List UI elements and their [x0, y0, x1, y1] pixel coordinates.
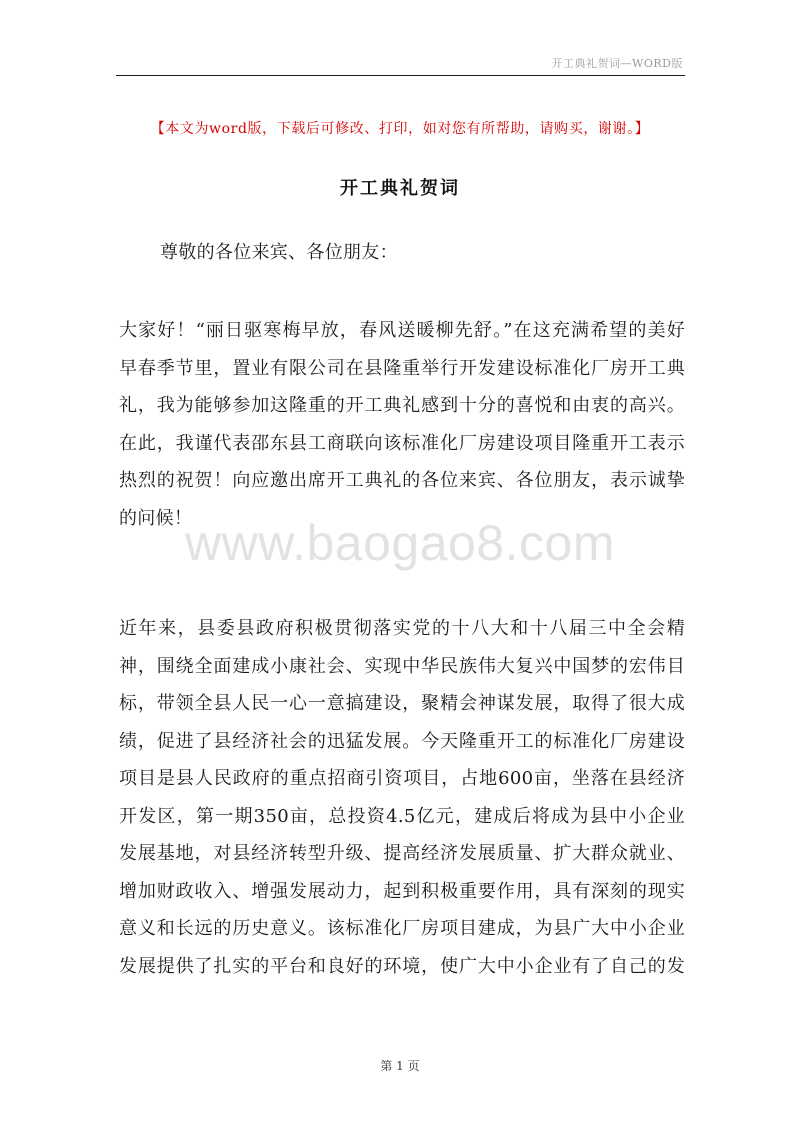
- text-line: 开发区，第一期350亩，总投资4.5亿元，建成后将成为县中小企业: [119, 805, 685, 827]
- purchase-notice: 【本文为word版，下载后可修改、打印，如对您有所帮助，请购买，谢谢。】: [150, 121, 650, 137]
- text-line: 增加财政收入、增强发展动力，起到积极重要作用，具有深刻的现实: [119, 880, 685, 902]
- text-line: 意义和长远的历史意义。该标准化厂房项目建成，为县广大中小企业: [119, 918, 685, 939]
- text-line: 大家好！“丽日驱寒梅早放，春风送暖柳先舒。”在这充满希望的美好: [119, 320, 685, 341]
- text-line: 热烈的祝贺！向应邀出席开工典礼的各位来宾、各位朋友，表示诚挚: [119, 470, 685, 491]
- page-number: 第 1 页: [380, 1059, 420, 1073]
- text-line: 标，带领全县人民一心一意搞建设，聚精会神谋发展，取得了很大成: [119, 693, 685, 714]
- text-line: 在此，我谨代表邵东县工商联向该标准化厂房建设项目隆重开工表示: [119, 432, 685, 454]
- paragraph-development: [119, 610, 685, 985]
- text-line: 绩，促进了县经济社会的迅猛发展。今天隆重开工的标准化厂房建设: [119, 730, 685, 752]
- text-line: 早春季节里，置业有限公司在县隆重举行开发建设标准化厂房开工典: [119, 357, 685, 379]
- document-title: 开工典礼贺词: [340, 178, 460, 199]
- text-line: 近年来，县委县政府积极贯彻落实党的十八大和十八届三中全会精: [119, 618, 685, 639]
- text-line: 礼，我为能够参加这隆重的开工典礼感到十分的喜悦和由衷的高兴。: [119, 395, 685, 416]
- text-line: 的问候！: [119, 507, 193, 529]
- salutation: 尊敬的各位来宾、各位朋友：: [160, 242, 398, 263]
- text-line: 发展提供了扎实的平台和良好的环境，使广大中小企业有了自己的发: [119, 955, 685, 977]
- text-line: 发展基地，对县经济转型升级、提高经济发展质量、扩大群众就业、: [119, 843, 685, 864]
- text-line: 神，围绕全面建成小康社会、实现中华民族伟大复兴中国梦的宏伟目: [119, 655, 685, 677]
- text-line: 项目是县人民政府的重点招商引资项目，占地600亩，坐落在县经济: [119, 768, 685, 789]
- watermark: www.baogao8.com: [185, 515, 615, 571]
- paragraph-opening: [119, 312, 685, 537]
- running-header: 开工典礼贺词—WORD版: [551, 57, 683, 70]
- header-divider: [116, 75, 685, 76]
